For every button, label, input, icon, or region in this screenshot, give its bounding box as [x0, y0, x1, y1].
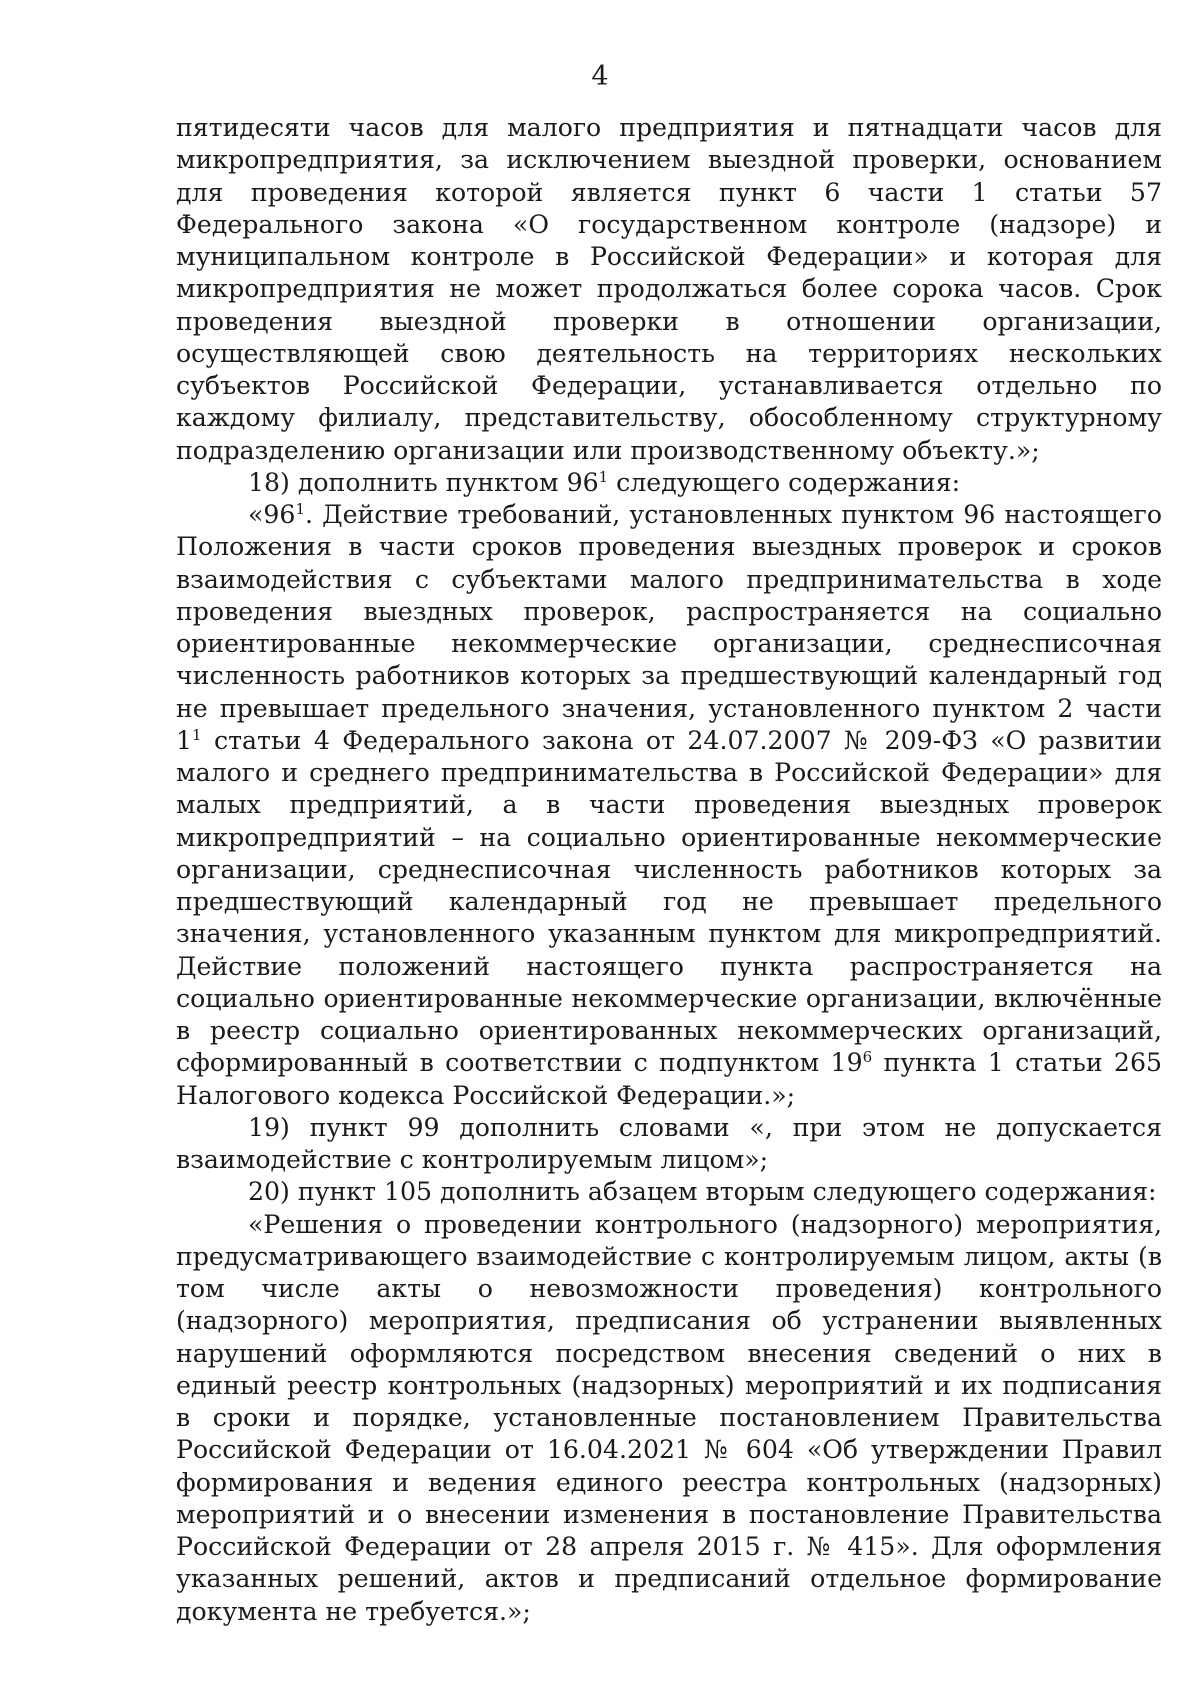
document-body — [176, 112, 1162, 1628]
superscript-index: 1 — [295, 500, 306, 518]
paragraph-text: «Решения о проведении контрольного (надзорного) мероприятия, предусматривающего взаимодействие с контролируемым лицом, акты (в том числе акты о невозможности проведения) контрольного (надзорного) мероприятия, предписания об устранении выявленных нарушений оформляются посредством внесения сведений о них в единый реестр контрольных (надзорных) мероприятий и их подписания в сроки и порядке, установленные постановлением Правительства Российской Федерации от 16.04.2021 № 604 «Об утверждении Правил формирования и ведения единого реестра контрольных (надзорных) мероприятий и о внесении изменения в постановление Правительства Российской Федерации от 28 апреля 2015 г. № 415». Для оформления указанных решений, актов и предписаний отдельное формирование документа не требуется.»; — [176, 1209, 1162, 1626]
paragraph-text: 20) пункт 105 дополнить абзацем вторым следующего содержания: — [248, 1177, 1157, 1207]
paragraph — [176, 1112, 1162, 1177]
paragraph-text: пятидесяти часов для малого предприятия и пятнадцати часов для микропредприятия, за исключением выездной проверки, основанием для проведения которой является пункт 6 части 1 статьи 57 Федерального закона «О государственном контроле (надзоре) и муниципальном контроле в Российской Федерации» и которая для микропредприятия не может продолжаться более сорока часов. Срок проведения выездной проверки в отношении организации, осуществляющей свою деятельность на территориях нескольких субъектов Российской Федерации, устанавливается отдельно по каждому филиалу, представительству, обособленному структурному подразделению организации или производственному объекту.»; — [176, 113, 1162, 465]
paragraph-text: 19) пункт 99 дополнить словами «, при этом не допускается взаимодействие с контролируемым лицом»; — [176, 1112, 1162, 1174]
paragraph-text: пункта 1 статьи 265 Налогового кодекса Российской Федерации.»; — [176, 1048, 1162, 1110]
paragraph-text: «96 — [248, 500, 296, 529]
paragraph — [176, 112, 1162, 467]
page-number: 4 — [591, 61, 609, 92]
superscript-index: 6 — [862, 1048, 873, 1067]
paragraph — [176, 1176, 1162, 1208]
paragraph-text: . Действие требований, установленных пунктом 96 настоящего Положения в части сроков проведения выездных проверок и сроков взаимодействия с субъектами малого предпринимательства в ходе проведения выездных проверок, распространяется на социально ориентированные некоммерческие организации, среднесписочная численность работников которых за предшествующий календарный год не превышает предельного значения, установленного пунктом 2 части 1 — [176, 500, 1162, 755]
superscript-index: 1 — [192, 725, 202, 744]
paragraph — [176, 467, 1162, 499]
superscript-index: 1 — [598, 467, 609, 486]
paragraph — [176, 499, 1162, 1112]
paragraph-text: следующего содержания: — [608, 467, 961, 497]
paragraph-text: 18) дополнить пунктом 96 — [248, 467, 599, 497]
paragraph-text: статьи 4 Федерального закона от 24.07.2007 № 209-ФЗ «О развитии малого и среднего предпринимательства в Российской Федерации» для малых предприятий, а в части проведения выездных проверок микропредприятий – на социально ориентированные некоммерческие организации, среднесписочная численность работников которых за предшествующий календарный год не превышает предельного значения, установленного указанным пунктом для микропредприятий. Действие положений настоящего пункта распространяется на социально ориентированные некоммерческие организации, включённые в реестр социально ориентированных некоммерческих организаций, сформированный в соответствии с подпунктом 19 — [176, 725, 1162, 1078]
paragraph — [176, 1209, 1162, 1628]
